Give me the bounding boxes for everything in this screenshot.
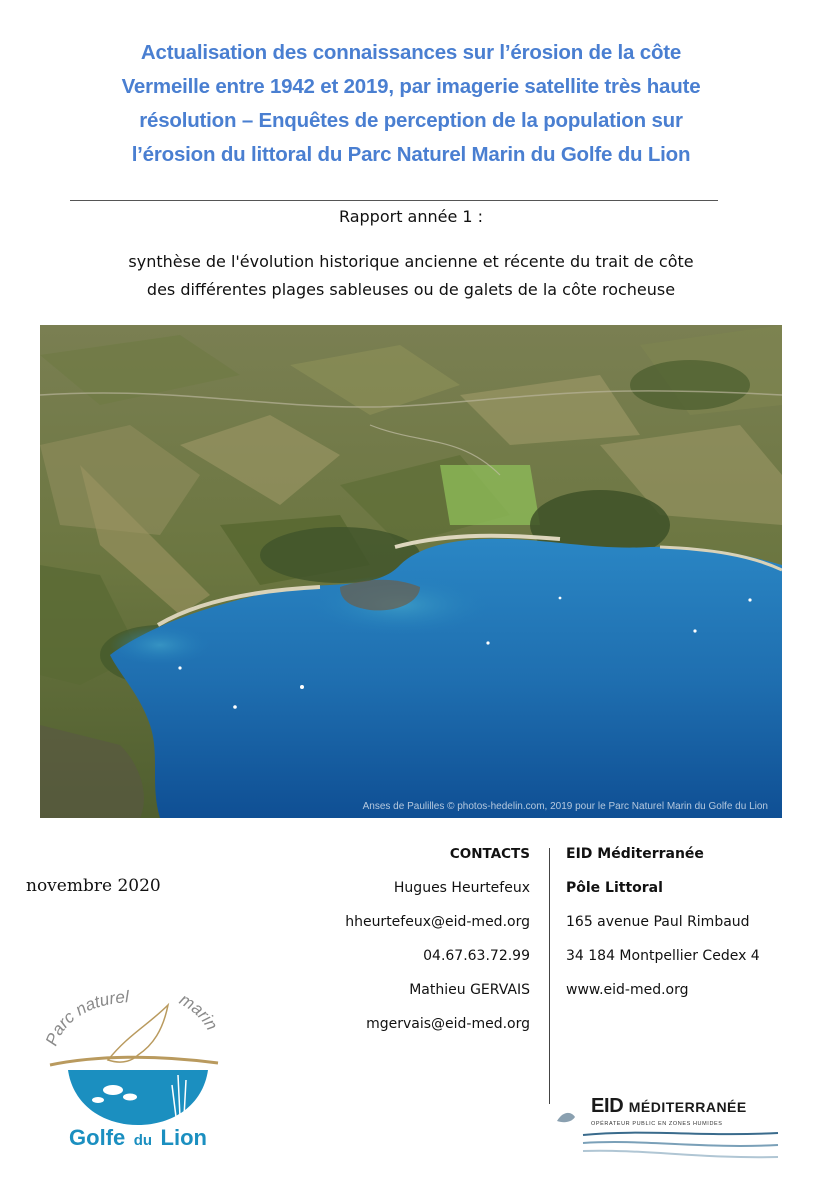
title-divider bbox=[70, 200, 718, 201]
contact-email-link[interactable]: mgervais@eid-med.org bbox=[366, 1016, 530, 1032]
subtitle-line: des différentes plages sableuses ou de galets de la côte rocheuse bbox=[146, 280, 676, 299]
aerial-bay-illustration bbox=[40, 325, 782, 818]
organization-block bbox=[566, 844, 760, 1014]
svg-text:Golfe du Lion bbox=[69, 1125, 207, 1150]
contacts-heading: CONTACTS bbox=[449, 846, 530, 862]
pnm-logo-graphic bbox=[38, 985, 228, 1150]
logo-arc-text: Parc naturel bbox=[41, 987, 130, 1049]
contact-name: Mathieu GERVAIS bbox=[409, 982, 530, 998]
organization-department: Pôle Littoral bbox=[566, 880, 663, 896]
report-label: Rapport année 1 : bbox=[338, 207, 484, 226]
title-line: résolution – Enquêtes de perception de la population sur bbox=[139, 109, 683, 132]
logo-arc-text: marin bbox=[176, 989, 222, 1034]
photo-credit: Anses de Paulilles © photos-hedelin.com, 2019 pour le Parc Naturel Marin du Golfe du Lion bbox=[362, 801, 768, 812]
title-line: Vermeille entre 1942 et 2019, par imagerie satellite très haute bbox=[121, 75, 701, 98]
logo-name-1: Golfe bbox=[69, 1125, 126, 1150]
logo-name-2: du bbox=[133, 1132, 153, 1149]
address-line: 165 avenue Paul Rimbaud bbox=[566, 914, 750, 930]
eid-logo-name-rest: MÉDITERRANÉE bbox=[628, 1099, 747, 1115]
organization-name: EID Méditerranée bbox=[566, 846, 704, 862]
contacts-block bbox=[345, 844, 530, 1048]
svg-text:Parc naturel bbox=[42, 987, 131, 1048]
publication-date: novembre 2020 bbox=[26, 876, 161, 896]
parc-naturel-marin-logo bbox=[38, 985, 228, 1150]
eid-logo-name-bold: EID bbox=[591, 1095, 624, 1117]
address-line: 34 184 Montpellier Cedex 4 bbox=[566, 948, 760, 964]
eid-mediterranee-logo bbox=[553, 1093, 783, 1163]
contact-email-link[interactable]: hheurtefeux@eid-med.org bbox=[345, 914, 530, 930]
logo-name-3: Lion bbox=[160, 1125, 207, 1150]
title-line: Actualisation des connaissances sur l’érosion de la côte bbox=[140, 41, 682, 64]
document-title bbox=[40, 36, 782, 172]
website-link[interactable]: www.eid-med.org bbox=[566, 982, 689, 998]
title-line: l’érosion du littoral du Parc Naturel Marin du Golfe du Lion bbox=[131, 143, 691, 166]
contacts-divider bbox=[549, 848, 550, 1104]
subtitle-line: synthèse de l'évolution historique ancienne et récente du trait de côte bbox=[128, 252, 694, 271]
contact-phone: 04.67.63.72.99 bbox=[423, 948, 530, 964]
svg-text:marin bbox=[176, 990, 221, 1034]
contact-name: Hugues Heurtefeux bbox=[393, 880, 530, 896]
eid-logo-tagline: OPÉRATEUR PUBLIC EN ZONES HUMIDES bbox=[591, 1121, 723, 1127]
report-subtitle bbox=[40, 248, 782, 304]
eid-logo-name bbox=[591, 1095, 747, 1118]
cover-photo bbox=[40, 325, 782, 818]
